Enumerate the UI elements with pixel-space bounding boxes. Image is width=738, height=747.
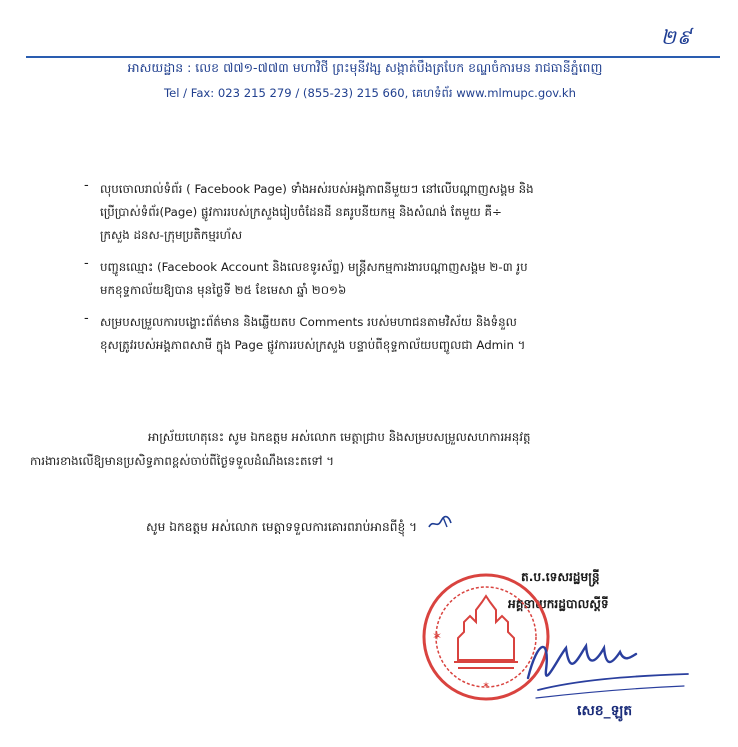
bullet-dash: -: [84, 256, 89, 271]
signatory-name: សេខ_ឡូត: [577, 703, 633, 719]
handwritten-mark: [427, 520, 453, 534]
bullet-dash: -: [84, 311, 89, 326]
header-divider: [26, 56, 720, 58]
svg-text:✶: ✶: [432, 629, 443, 643]
bullet-dash: -: [84, 178, 89, 193]
courtesy-closing: [146, 515, 453, 537]
list-item-line: ក្រសួង ដនស-ក្រុមប្រតិកម្មរហ័ស: [100, 228, 243, 242]
courtesy-text: សូម ឯកឧត្តម អស់លោក មេត្តាទទួលការគោរពរាប់អានពីខ្ញុំ ។: [146, 520, 418, 534]
ministry-contact: Tel / Fax: 023 215 279 / (855-23) 215 660, គេហទំព័រ www.mlmupc.gov.kh: [163, 86, 576, 100]
list-item-line: ប្រើប្រាស់ទំព័រ(Page) ផ្លូវការរបស់ក្រសួងរៀបចំដែនដី នគរូបនីយកម្ម និងសំណង់ តែមួយ គឺ÷: [100, 205, 502, 219]
ministry-address: អាសយដ្ឋាន : លេខ ៧៧១-៧៧៣ មហាវិថី ព្រះមុនីវង្ស សង្កាត់បឹងត្របែក ខណ្ឌចំការមន រាជធានីភ្នំពេញ: [127, 60, 603, 75]
paragraph-line: អាស្រ័យហេតុនេះ សូម ឯកឧត្តម អស់លោក មេត្តាជ្រាប និងសម្របសម្រួលសហការអនុវត្ត: [148, 430, 531, 444]
paragraph-line: ការងារខាងលើឱ្យមានប្រសិទ្ធភាពខ្ពស់ចាប់ពីថ្ងៃទទួលដំណឹងនេះតទៅ ។: [30, 454, 334, 468]
list-item-line: បញ្ជូនឈ្មោះ (Facebook Account និងលេខទូរស័ព្ទ) មន្ត្រីសកម្មការងារបណ្តាញសង្គម ២-៣ រូប: [100, 260, 528, 274]
list-item: [84, 256, 704, 302]
page-number: ២៩: [660, 25, 692, 49]
signatory-title: ត.ប.ទេសរដ្ឋមន្ត្រី: [521, 570, 600, 584]
svg-text:✶: ✶: [482, 681, 490, 691]
handwritten-signature: [508, 618, 698, 706]
list-item-line: លុបចោលរាល់ទំព័រ ( Facebook Page) ទាំងអស់របស់អង្គភាពនីមួយៗ នៅលើបណ្តាញសង្គម និង: [100, 182, 534, 196]
signatory-position-text: អគ្គនាយករដ្ឋបាលស្តីទី: [508, 597, 609, 611]
instruction-list: [84, 178, 704, 366]
closing-paragraph: [30, 425, 720, 473]
list-item-line: សម្របសម្រួលការបង្ហោះព័ត៌មាន និងឆ្លើយតប Comments របស់មហាជនតាមវិស័យ និងទំនួល: [100, 315, 517, 329]
list-item: [84, 311, 704, 357]
list-item: [84, 178, 704, 247]
list-item-line: ខុសត្រូវរបស់អង្គភាពសាមី ក្នុង Page ផ្លូវការរបស់ក្រសួង បន្ទាប់ពីខុទ្ទកាល័យបញ្ចូលជា Admin ។: [100, 338, 526, 352]
list-item-line: មកខុទ្ទកាល័យឱ្យបាន មុនថ្ងៃទី ២៥ ខែមេសា ឆ្នាំ ២០១៦: [100, 283, 347, 297]
